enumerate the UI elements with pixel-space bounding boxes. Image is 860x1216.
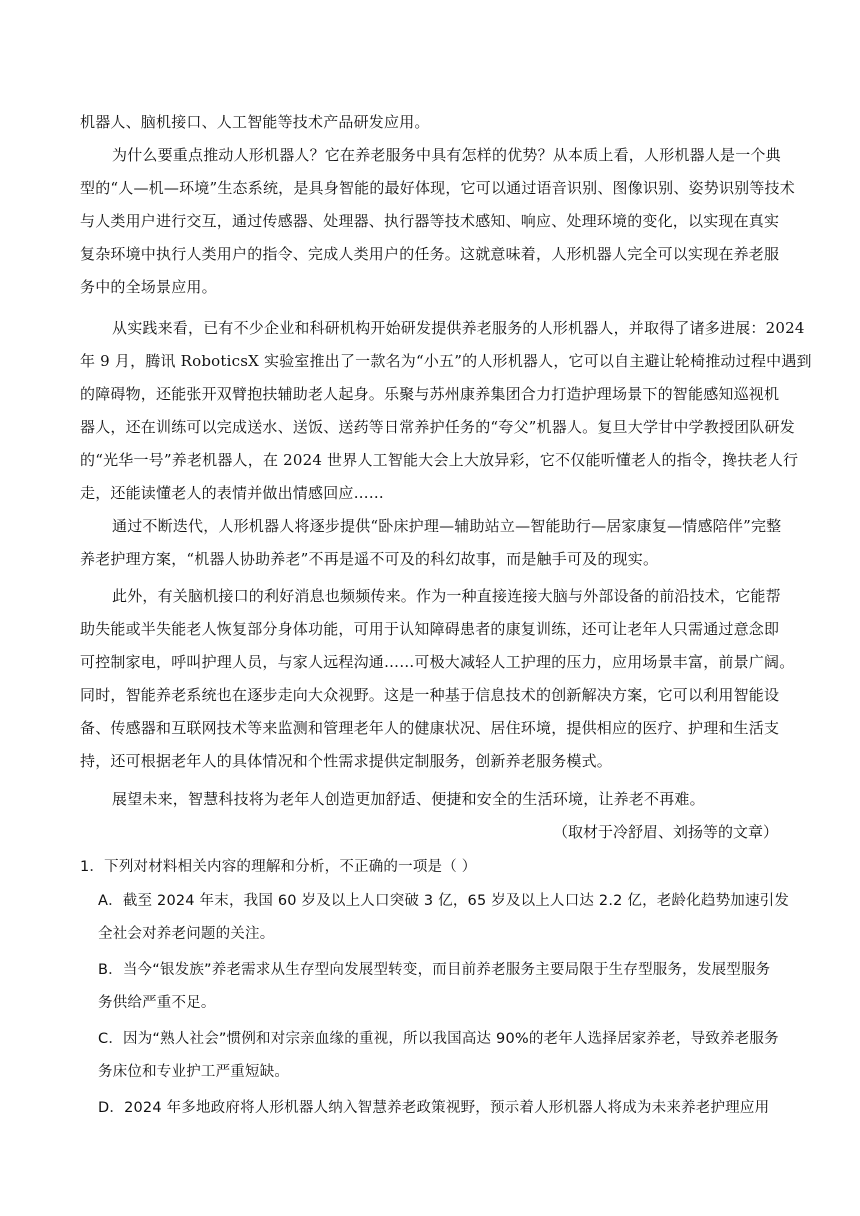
passage-line: 复杂环境中执行人类用户的指令、完成人类用户的任务。这就意味着，人形机器人完全可以实现在养老服 <box>80 245 780 263</box>
passage-line: 年 9 月，腾讯 RoboticsX 实验室推出了一款名为“小五”的人形机器人，它可以自主避让轮椅推动过程中遇到 <box>80 352 812 370</box>
option-c: C．因为“熟人社会”惯例和对宗亲血缘的重视，所以我国高达 90%的老年人选择居家养老，导致养老服务 <box>98 1031 779 1047</box>
passage-line: 助失能或半失能老人恢复部分身体功能，可用于认知障碍患者的康复训练，还可让老年人只需通过意念即 <box>80 620 780 638</box>
option-b-continued: 务供给严重不足。 <box>98 995 216 1011</box>
passage-line: 同时，智能养老系统也在逐步走向大众视野。这是一种基于信息技术的创新解决方案，它可以利用智能设 <box>80 686 780 704</box>
option-a-continued: 全社会对养老问题的关注。 <box>98 926 275 942</box>
passage-line: 为什么要重点推动人形机器人？它在养老服务中具有怎样的优势？从本质上看，人形机器人是一个典 <box>112 146 781 164</box>
passage-line: 备、传感器和互联网技术等来监测和管理老年人的健康状况、居住环境，提供相应的医疗、护理和生活支 <box>80 719 780 737</box>
passage-line: 务中的全场景应用。 <box>80 278 217 296</box>
question-stem: 1．下列对材料相关内容的理解和分析，不正确的一项是（ ） <box>80 859 477 875</box>
passage-line: 机器人、脑机接口、人工智能等技术产品研发应用。 <box>80 113 430 131</box>
passage-line: 走，还能读懂老人的表情并做出情感回应…… <box>80 484 385 502</box>
passage-line: 此外，有关脑机接口的利好消息也频频传来。作为一种直接连接大脑与外部设备的前沿技术，它能帮 <box>112 587 781 605</box>
passage-line: 持，还可根据老年人的具体情况和个性需求提供定制服务，创新养老服务模式。 <box>80 752 613 770</box>
passage-line: 的障碍物，还能张开双臂抱扶辅助老人起身。乐聚与苏州康养集团合力打造护理场景下的智能感知巡视机 <box>80 385 780 403</box>
passage-line: 可控制家电，呼叫护理人员，与家人远程沟通……可极大减轻人工护理的压力，应用场景丰富，前景广阔。 <box>80 653 795 671</box>
passage-line: 器人，还在训练可以完成送水、送饭、送药等日常养护任务的“夸父”机器人。复旦大学甘中学教授团队研发 <box>80 418 795 436</box>
passage-line: 从实践来看，已有不少企业和科研机构开始研发提供养老服务的人形机器人，并取得了诸多进展：2024 <box>112 319 805 337</box>
passage-line: 养老护理方案，“机器人协助养老”不再是遥不可及的科幻故事，而是触手可及的现实。 <box>80 550 659 568</box>
passage-line: 型的“人—机—环境”生态系统，是具身智能的最好体现，它可以通过语音识别、图像识别、姿势识别等技术 <box>80 179 795 197</box>
option-d: D．2024 年多地政府将人形机器人纳入智慧养老政策视野，预示着人形机器人将成为未来养老护理应用 <box>98 1100 770 1116</box>
passage-line: 与人类用户进行交互，通过传感器、处理器、执行器等技术感知、响应、处理环境的变化，以实现在真实 <box>80 212 780 230</box>
source-citation: （取材于冷舒眉、刘扬等的文章） <box>552 823 778 841</box>
option-a: A．截至 2024 年末，我国 60 岁及以上人口突破 3 亿，65 岁及以上人口达 2.2 亿，老龄化趋势加速引发 <box>98 893 790 909</box>
passage-line: 的“光华一号”养老机器人，在 2024 世界人工智能大会上大放异彩，它不仅能听懂老人的指令，搀扶老人行 <box>80 451 799 469</box>
passage-line: 展望未来，智慧科技将为老年人创造更加舒适、便捷和安全的生活环境，让养老不再难。 <box>112 790 705 808</box>
option-c-continued: 务床位和专业护工严重短缺。 <box>98 1064 290 1080</box>
passage-line: 通过不断迭代，人形机器人将逐步提供“卧床护理—辅助站立—智能助行—居家康复—情感陪伴”完整 <box>112 517 782 535</box>
option-b: B．当今“银发族”养老需求从生存型向发展型转变，而目前养老服务主要局限于生存型服务，发展型服务 <box>98 962 771 978</box>
